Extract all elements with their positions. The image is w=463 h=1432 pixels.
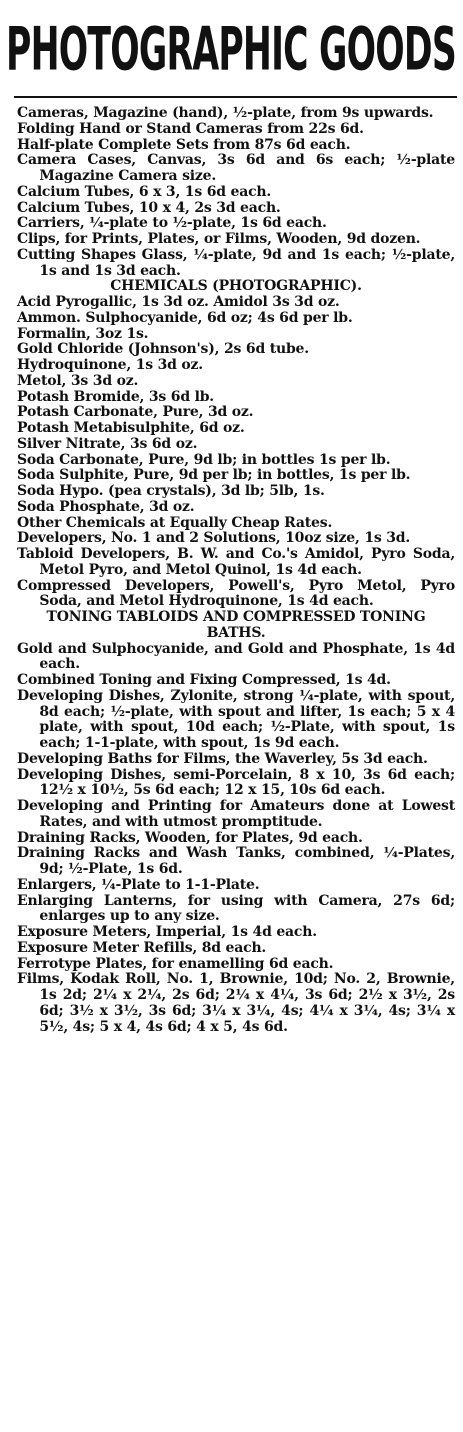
price-list-item: Potash Carbonate, Pure, 3d oz. [17, 404, 254, 421]
price-list-item: Carriers, ¼-plate to ½-plate, 1s 6d each. [17, 215, 327, 232]
price-list-item: Calcium Tubes, 6 x 3, 1s 6d each. [17, 183, 272, 200]
price-list-item: Other Chemicals at Equally Cheap Rates. [17, 514, 333, 531]
price-list-item: Cutting Shapes Glass, ¼-plate, 9d and 1s each; ½-plate, 1s and 1s 3d each. [17, 246, 455, 279]
section-heading: CHEMICALS (PHOTOGRAPHIC). [110, 278, 362, 295]
price-list-item: Acid Pyrogallic, 1s 3d oz. Amidol 3s 3d oz. [17, 294, 340, 310]
price-list-item: Gold Chloride (Johnson's), 2s 6d tube. [17, 341, 309, 358]
price-list-item: Tabloid Developers, B. W. and Co.'s Amidol, Pyro Soda, Metol Pyro, and Metol Quinol, 1s 4d each. [17, 546, 455, 578]
price-list-item: Soda Carbonate, Pure, 9d lb; in bottles 1s per lb. [17, 451, 391, 468]
price-list-item: Enlargers, ¼-Plate to 1-1-Plate. [17, 876, 260, 893]
price-list-item: Exposure Meter Refills, 8d each. [17, 939, 267, 956]
page-title [6, 2, 458, 99]
section-heading: TONING TABLOIDS AND COMPRESSED TONING BATHS. [46, 609, 426, 641]
price-list-item: Potash Metabisulphite, 6d oz. [17, 420, 245, 436]
price-list-item: Calcium Tubes, 10 x 4, 2s 3d each. [17, 199, 281, 216]
price-list-item: Ammon. Sulphocyanide, 6d oz; 4s 6d per lb. [17, 309, 353, 326]
page-title-text: PHOTOGRAPHIC GOODS [6, 15, 456, 85]
price-list-item: Soda Phosphate, 3d oz. [17, 498, 195, 515]
price-list-item: Compressed Developers, Powell's, Pyro Metol, Pyro Soda, and Metol Hydroquinone, 1s 4d each. [17, 577, 455, 610]
price-list-item: Clips, for Prints, Plates, or Films, Wooden, 9d dozen. [17, 231, 421, 247]
price-list-item: Cameras, Magazine (hand), ½-plate, from 9s upwards. [17, 105, 434, 121]
price-list-item: Enlarging Lanterns, for using with Camera, 27s 6d; enlarges up to any size. [17, 892, 455, 925]
title-rule [14, 96, 457, 98]
price-list-item: Developers, No. 1 and 2 Solutions, 10oz size, 1s 3d. [17, 530, 411, 547]
price-list-item: Developing Dishes, semi-Porcelain, 8 x 10, 3s 6d each; 12½ x 10½, 5s 6d each; 12 x 15, 10s 6d each. [17, 766, 455, 799]
price-list-item: Hydroquinone, 1s 3d oz. [17, 357, 203, 373]
price-list-item: Developing Dishes, Zylonite, strong ¼-plate, with spout, 8d each; ½-plate, with spout and lifter, 1s each; 5 x 4 plate, with spout, 10d each; ½-Plate, with spout, 1s each; 1-1-plate, with spout, 1s 9d each. [17, 687, 455, 751]
price-list-item: Formalin, 3oz 1s. [17, 325, 149, 342]
price-list-item: Half-plate Complete Sets from 87s 6d each. [17, 136, 351, 153]
price-list-item: Soda Hypo. (pea crystals), 3d lb; 5lb, 1s. [17, 483, 325, 499]
price-list-item: Draining Racks, Wooden, for Plates, 9d each. [17, 829, 363, 846]
price-list-item: Silver Nitrate, 3s 6d oz. [17, 435, 198, 452]
price-list-item: Metol, 3s 3d oz. [17, 372, 139, 389]
price-list-item: Gold and Sulphocyanide, and Gold and Phosphate, 1s 4d each. [17, 640, 455, 673]
price-list-item: Folding Hand or Stand Cameras from 22s 6d. [17, 120, 364, 137]
price-list-item: Developing Baths for Films, the Waverley, 5s 3d each. [17, 750, 428, 767]
price-list-item: Draining Racks and Wash Tanks, combined, ¼-Plates, 9d; ½-Plate, 1s 6d. [17, 845, 455, 877]
price-list-item: Ferrotype Plates, for enamelling 6d each. [17, 955, 334, 972]
price-list-item: Soda Sulphite, Pure, 9d per lb; in bottles, 1s per lb. [17, 467, 411, 484]
price-list-item: Developing and Printing for Amateurs done at Lowest Rates, and with utmost promptitude. [17, 798, 455, 830]
price-list-item: Exposure Meters, Imperial, 1s 4d each. [17, 924, 317, 940]
price-list-item: Combined Toning and Fixing Compressed, 1s 4d. [17, 672, 391, 688]
price-list-item: Camera Cases, Canvas, 3s 6d and 6s each; ½-plate Magazine Camera size. [17, 152, 455, 184]
price-list [17, 106, 455, 1035]
price-list-item: Potash Bromide, 3s 6d lb. [17, 388, 214, 405]
price-list-item: Films, Kodak Roll, No. 1, Brownie, 10d; No. 2, Brownie, 1s 2d; 2¼ x 2¼, 2s 6d; 2¼ x 4¼, 3s 6d; 2½ x 3½, 2s 6d; 3½ x 3½, 3s 6d; 3¼ x 3¼, 4s; 4¼ x 3¼, 4s; 3¼ x 5½, 4s; 5 x 4, 4s 6d; 4 x 5, 4s 6d. [17, 971, 455, 1035]
